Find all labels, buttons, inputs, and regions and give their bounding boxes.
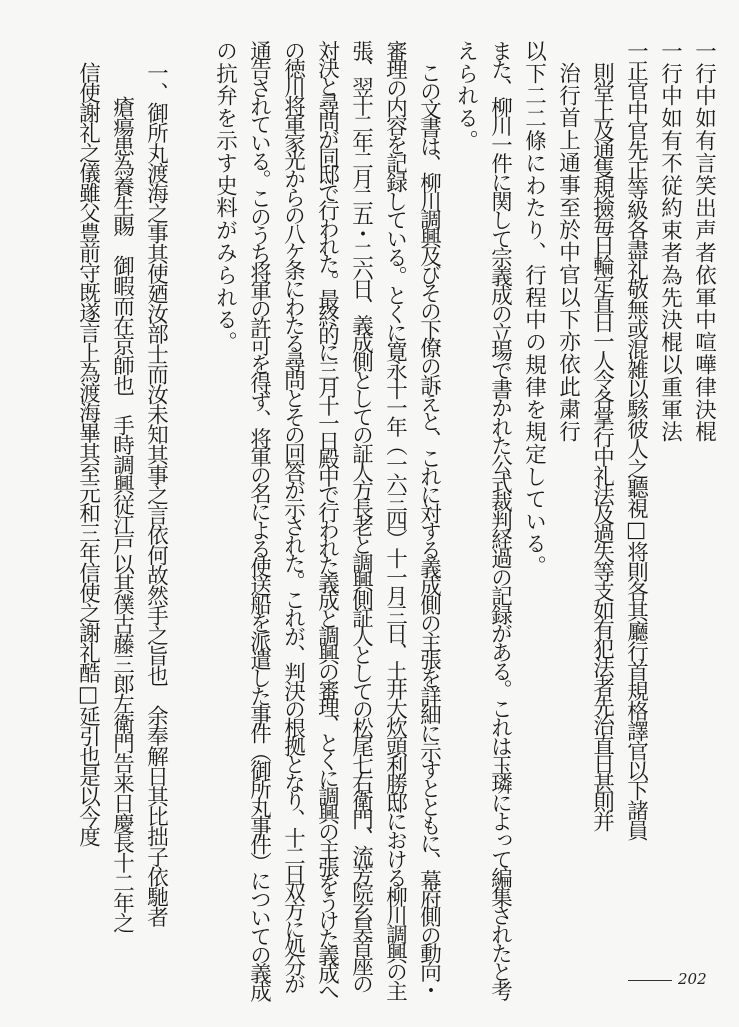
page-number-rule xyxy=(628,980,672,981)
text-column-12: 対決と尋問が同邸で行われた。最終的に三月十一日殿中で行われた義成と調興の審理、とくに調興の主張をうけた義成へ xyxy=(314,40,340,999)
text-column-17: 瘡瘍患為養生賜 御暇而在京師也 手時調興従江戸以其僕古藤三郎左衛門告来日慶長十二年之 xyxy=(109,96,135,932)
text-column-8: えられる。 xyxy=(453,40,479,152)
text-column-9: この文書は、柳川調興及びその下僚の訴えと、これに対する義成側の主張を詳細に示すとともに、幕府側の動向・ xyxy=(416,62,442,998)
text-column-15: の抗弁を示す史料がみられる。 xyxy=(212,40,238,354)
text-column-10: 審理の内容を記録している。とくに寛永十一年（一六三四）十一月三日、土井大炊頭利勝邸における柳川調興の主 xyxy=(382,40,408,999)
text-column-1: 一行中如有言笑出声者依軍中喧嘩律決棍 xyxy=(691,40,717,444)
text-column-14: 通告されている。このうち将軍の許可を得ず、将軍の名による使送船を派遣した事件（御所丸事件）についての義成 xyxy=(246,40,272,1000)
text-column-18: 信使謝礼之儀雖父豊前守既遂言上為渡海畢其至元和三年信使之謝礼酷□延引也是以今度 xyxy=(75,62,101,846)
text-column-16: 一、御所丸渡海之事其使廼汝部士而汝未知其事之言依何故然手之旨也 余奉解日其比拙子依馳者 xyxy=(143,62,169,927)
page-number: 202 xyxy=(678,970,707,988)
text-column-3: 一正官中官先正等級各盡礼敬無或混雑以駭彼人之聽視□将則各其廳行首規格譯官以下諸員 xyxy=(623,40,649,840)
text-column-6: 以下二二條にわたり、行程中の規律を規定している。 xyxy=(521,40,547,578)
text-column-2: 一行中如有不従約束者為先決棍以重軍法 xyxy=(657,40,683,444)
text-column-7: また、柳川一件に関して宗義成の立場で書かれた公式裁判経過の記録がある。これは玉璘によって編集されたと考 xyxy=(487,40,513,999)
text-column-5: 治行首上通事至於中官以下亦依此粛行 xyxy=(555,62,581,443)
text-column-13: の徳川将軍家光からの八ケ条にわたる尋問とその回答が示された。これが、判決の根拠となり、十二日双方に処分が xyxy=(280,40,306,992)
text-column-11: 張、翌十二年二月二五・二六日、義成側としての証人方長老と調興側証人としての松尾七右衛門、流芳院玄昊首座の xyxy=(348,40,374,992)
text-column-4: 則堂上及通隻規撿毎日輪定直日一人令各掌行中礼法及過失等支如有犯法者先治直日甚則并 xyxy=(589,62,615,831)
